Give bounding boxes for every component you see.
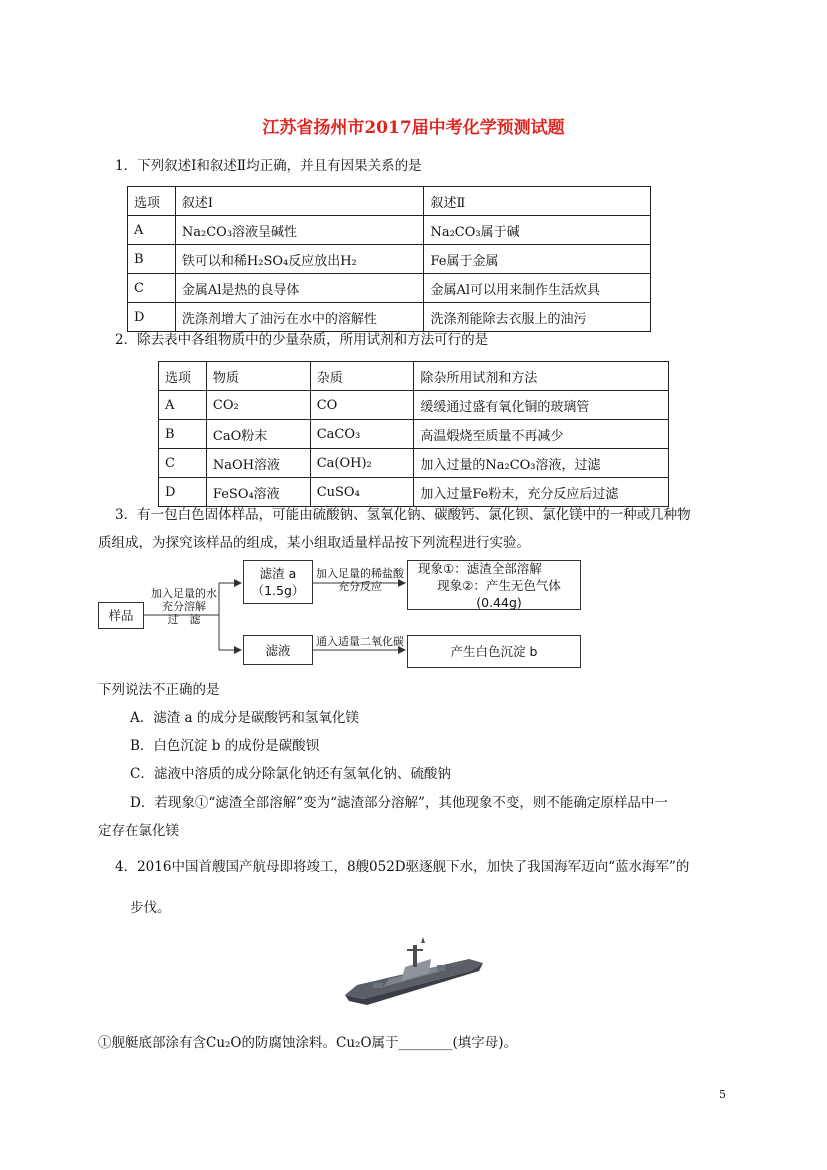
table-cell: CaO粉末 xyxy=(206,420,310,449)
header-cell: 物质 xyxy=(206,362,310,391)
result1-line1: 现象①：滤渣全部溶解 xyxy=(418,560,542,576)
table-header-row xyxy=(159,362,669,391)
residue-line1: 滤渣 a xyxy=(259,566,297,581)
step1-line2: 充分溶解 xyxy=(162,600,206,613)
header-cell: 选项 xyxy=(128,187,176,216)
header-cell: 除杂所用试剂和方法 xyxy=(414,362,669,391)
table-cell: 金属Al可以用来制作生活炊具 xyxy=(424,274,651,303)
table-row xyxy=(159,449,669,478)
table-row xyxy=(128,216,651,245)
table-cell: C xyxy=(159,449,207,478)
residue-line2: （1.5g） xyxy=(251,583,305,598)
q4-stem-line2: 步伐。 xyxy=(130,900,171,916)
header-cell: 选项 xyxy=(159,362,207,391)
page-number: 5 xyxy=(719,1088,726,1101)
table-cell: NaOH溶液 xyxy=(206,449,310,478)
ship-icon xyxy=(343,935,485,1013)
step1-line3: 过 滤 xyxy=(167,613,201,626)
step2-line1: 加入足量的稀盐酸 xyxy=(316,567,404,580)
table-cell: A xyxy=(159,391,207,420)
table-row xyxy=(159,391,669,420)
table-cell: 洗涤剂能除去衣服上的油污 xyxy=(424,303,651,332)
table-cell: D xyxy=(128,303,176,332)
table-cell: 洗涤剂增大了油污在水中的溶解性 xyxy=(175,303,424,332)
q3-stem-line1: 3．有一包白色固体样品，可能由硫酸钠、氢氧化钠、碳酸钙、氯化钡、氯化镁中的一种或几种物 xyxy=(115,507,691,523)
table-row xyxy=(159,478,669,507)
table-cell: CO₂ xyxy=(206,391,310,420)
table-cell: 加入过量的Na₂CO₃溶液，过滤 xyxy=(414,449,669,478)
header-cell: 杂质 xyxy=(310,362,414,391)
table-cell: Ca(OH)₂ xyxy=(310,449,414,478)
table-row xyxy=(159,420,669,449)
table-cell: CaCO₃ xyxy=(310,420,414,449)
q3-option-b: B．白色沉淀 b 的成份是碳酸钡 xyxy=(130,738,320,754)
table-cell: CuSO₄ xyxy=(310,478,414,507)
q1-stem: 1．下列叙述Ⅰ和叙述Ⅱ均正确，并且有因果关系的是 xyxy=(115,158,422,174)
filtrate-box: 滤液 xyxy=(243,635,313,665)
table-cell: 加入过量Fe粉末，充分反应后过滤 xyxy=(414,478,669,507)
header-cell: 叙述Ⅰ xyxy=(175,187,424,216)
step3-label: 通入适量二氧化碳 xyxy=(316,635,404,648)
table-cell: 铁可以和稀H₂SO₄反应放出H₂ xyxy=(175,245,424,274)
table-cell: 缓缓通过盛有氧化铜的玻璃管 xyxy=(414,391,669,420)
q3-option-d-line1: D．若现象①“滤渣全部溶解”变为“滤渣部分溶解”，其他现象不变，则不能确定原样品中一 xyxy=(130,795,668,811)
step2-label xyxy=(313,567,407,593)
result1-box xyxy=(407,560,581,610)
result1-line2: 现象②：产生无色气体(0.44g) xyxy=(437,577,561,610)
step2-line2: 充分反应 xyxy=(338,580,382,593)
step1-label xyxy=(148,587,220,626)
table-row xyxy=(128,245,651,274)
table-cell: Na₂CO₃属于碱 xyxy=(424,216,651,245)
q3-flowchart xyxy=(95,555,595,675)
q3-option-a: A．滤渣 a 的成分是碳酸钙和氢氧化镁 xyxy=(130,710,359,726)
result2-box: 产生白色沉淀 b xyxy=(407,635,581,668)
step1-line1: 加入足量的水 xyxy=(151,587,217,600)
table-header-row xyxy=(128,187,651,216)
table-cell: CO xyxy=(310,391,414,420)
q3-stem-line2: 质组成，为探究该样品的组成，某小组取适量样品按下列流程进行实验。 xyxy=(98,535,530,551)
q2-stem: 2．除去表中各组物质中的少量杂质，所用试剂和方法可行的是 xyxy=(115,332,489,348)
q4-sub1: ①舰艇底部涂有含Cu₂O的防腐蚀涂料。Cu₂O属于________(填字母)。 xyxy=(98,1035,518,1051)
q3-prompt: 下列说法不正确的是 xyxy=(98,682,220,698)
q2-table xyxy=(158,361,669,507)
residue-box xyxy=(243,560,313,604)
q3-option-d-line2: 定存在氯化镁 xyxy=(98,823,179,839)
table-cell: C xyxy=(128,274,176,303)
table-cell: 金属Al是热的良导体 xyxy=(175,274,424,303)
table-cell: A xyxy=(128,216,176,245)
table-cell: Fe属于金属 xyxy=(424,245,651,274)
q3-option-c: C．滤液中溶质的成分除氯化钠还有氢氧化钠、硫酸钠 xyxy=(130,766,451,782)
table-cell: 高温煅烧至质量不再减少 xyxy=(414,420,669,449)
q4-stem-line1: 4．2016中国首艘国产航母即将竣工，8艘052D驱逐舰下水，加快了我国海军迈向“蓝水海军”的 xyxy=(115,859,690,875)
table-cell: B xyxy=(159,420,207,449)
destroyer-ship-image xyxy=(343,935,485,1013)
table-cell: D xyxy=(159,478,207,507)
table-cell: FeSO₄溶液 xyxy=(206,478,310,507)
table-row xyxy=(128,274,651,303)
sample-box: 样品 xyxy=(98,602,144,629)
table-row xyxy=(128,303,651,332)
table-cell: B xyxy=(128,245,176,274)
q1-table xyxy=(127,186,651,332)
header-cell: 叙述Ⅱ xyxy=(424,187,651,216)
table-cell: Na₂CO₃溶液呈碱性 xyxy=(175,216,424,245)
page-title: 江苏省扬州市2017届中考化学预测试题 xyxy=(262,118,565,138)
